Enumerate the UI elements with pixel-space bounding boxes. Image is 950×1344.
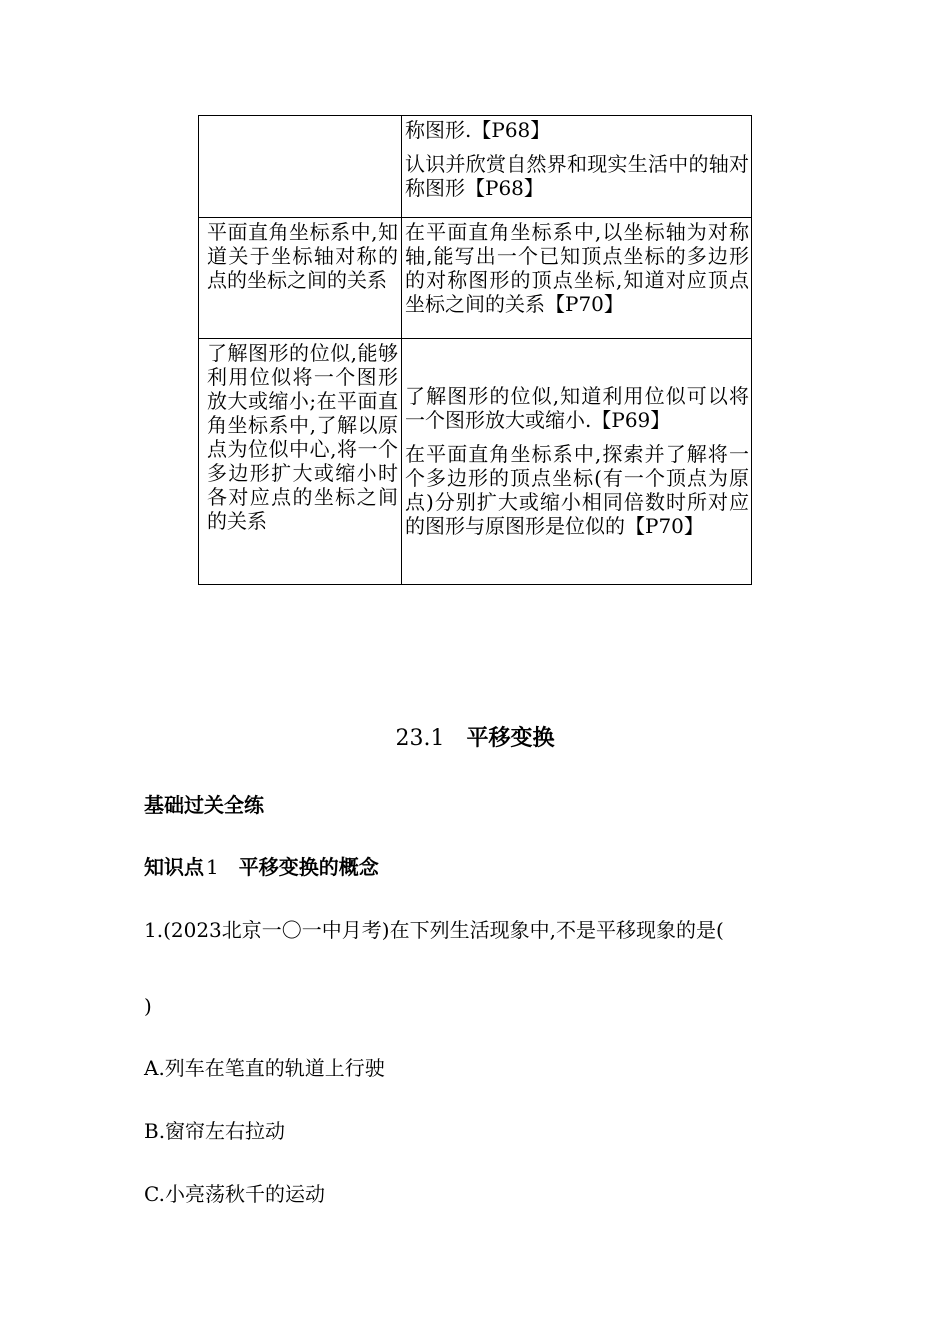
table-cell-text: 在平面直角坐标系中,探索并了解将一个多边形的顶点坐标(有一个顶点为原点)分别扩大或缩小相同倍数时所对应的图形与原图形是位似的【P70】 [405, 441, 749, 538]
table-row [199, 116, 752, 218]
table-cell-text: 认识并欣赏自然界和现实生活中的轴对称图形【P68】 [405, 152, 749, 200]
knowledge-point-number: 1 [206, 855, 219, 879]
table-cell-left: 了解图形的位似,能够利用位似将一个图形放大或缩小;在平面直角坐标系中,了解以原点为位似中心,将一个多边形扩大或缩小时各对应点的坐标之间的关系 [199, 339, 402, 585]
table-cell-right [402, 116, 752, 218]
curriculum-standards-table [198, 115, 752, 585]
option-b: B.窗帘左右拉动 [144, 1119, 286, 1143]
table-row [199, 339, 752, 585]
option-a: A.列车在笔直的轨道上行驶 [144, 1056, 385, 1080]
table-cell-text: 了解图形的位似,知道利用位似可以将一个图形放大或缩小.【P69】 [405, 383, 749, 432]
table-cell-text: 称图形.【P68】 [405, 118, 551, 142]
knowledge-point-prefix: 知识点 [144, 855, 204, 879]
table-cell-text: 在平面直角坐标系中,以坐标轴为对称轴,能写出一个已知顶点坐标的多边形的对称图形的顶点坐标,知道对应顶点坐标之间的关系【P70】 [405, 220, 749, 316]
table-cell-left [199, 116, 402, 218]
table-cell-right [402, 218, 752, 339]
section-title [0, 722, 950, 756]
question-stem: 1.(2023北京一〇一中月考)在下列生活现象中,不是平移现象的是( [144, 918, 724, 942]
subsection-heading: 基础过关全练 [144, 793, 264, 817]
table-cell-left: 平面直角坐标系中,知道关于坐标轴对称的点的坐标之间的关系 [199, 218, 402, 339]
knowledge-point-heading [144, 852, 379, 882]
section-title-text: 平移变换 [466, 726, 555, 751]
section-number: 23.1 [395, 726, 445, 751]
option-c: C.小亮荡秋千的运动 [144, 1182, 325, 1206]
table-row [199, 218, 752, 339]
question-stem-continuation: ) [144, 994, 152, 1018]
knowledge-point-title: 平移变换的概念 [238, 855, 379, 879]
table-cell-right [402, 339, 752, 585]
